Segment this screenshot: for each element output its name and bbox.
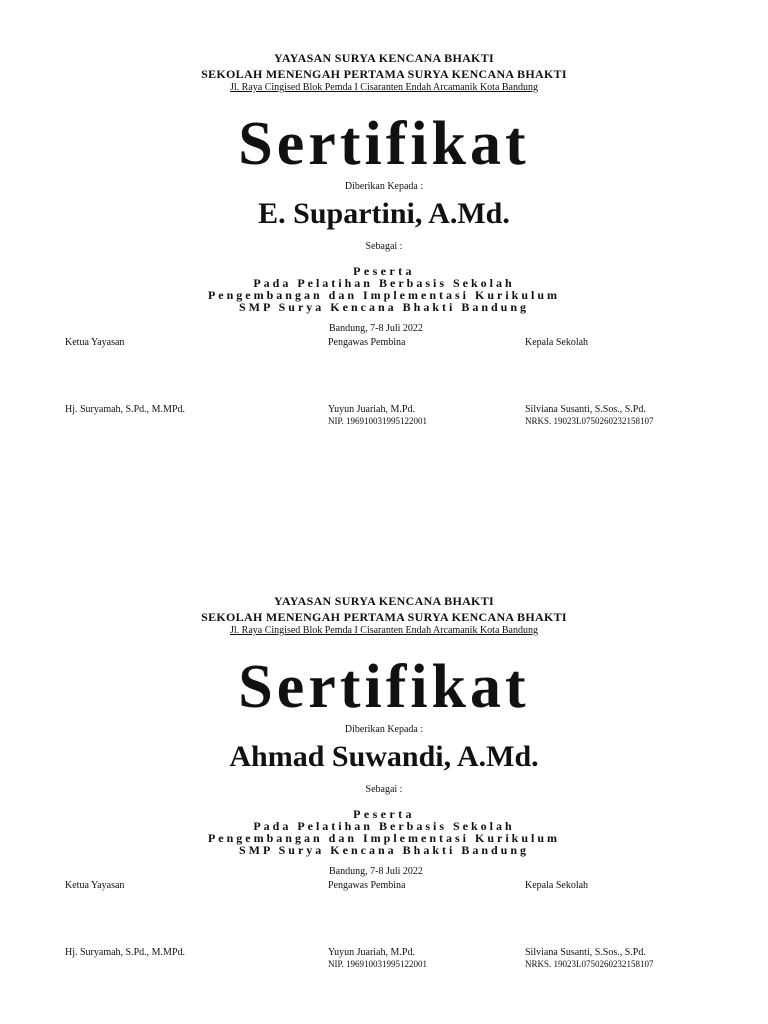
signatory-id: NIP. 196910031995122001 (328, 959, 428, 969)
as-label: Sebagai : (365, 784, 403, 795)
foundation-name: YAYASAN SURYA KENCANA BHAKTI (274, 594, 494, 608)
place-date: Bandung, 7-8 Juli 2022 (329, 866, 423, 877)
signatory-title: Ketua Yayasan (65, 880, 125, 891)
signatory-name: Yuyun Juariah, M.Pd. (328, 947, 415, 958)
event-line-3: SMP Surya Kencana Bhakti Bandung (238, 300, 530, 314)
recipient-name: Ahmad Suwandi, A.Md. (229, 740, 539, 773)
signatory-title: Kepala Sekolah (525, 880, 589, 891)
certificate-title: Sertifikat (238, 110, 530, 178)
signatory-name: Silviana Susanti, S.Sos., S.Pd. (525, 947, 646, 958)
signatory-id: NRKS. 19023L0750260232158107 (525, 416, 654, 426)
signatory-id: NIP. 196910031995122001 (328, 416, 428, 426)
signatory-title: Pengawas Pembina (328, 880, 406, 891)
event-line-1: Pada Pelatihan Berbasis Sekolah (253, 276, 515, 290)
school-name: SEKOLAH MENENGAH PERTAMA SURYA KENCANA BHAKTI (201, 610, 567, 624)
signatory-title: Pengawas Pembina (328, 337, 406, 348)
signatory-name: Silviana Susanti, S.Sos., S.Pd. (525, 404, 646, 415)
certificate-2 (0, 543, 768, 983)
participant-role: Peserta (353, 807, 415, 821)
certificate-title: Sertifikat (238, 653, 530, 721)
as-label: Sebagai : (365, 241, 403, 252)
school-name: SEKOLAH MENENGAH PERTAMA SURYA KENCANA BHAKTI (201, 67, 567, 81)
given-to-label: Diberikan Kepada : (344, 724, 424, 735)
signatory-id: NRKS. 19023L0750260232158107 (525, 959, 654, 969)
participant-role: Peserta (353, 264, 415, 278)
event-line-2: Pengembangan dan Implementasi Kurikulum (207, 831, 561, 845)
signatory-name: Yuyun Juariah, M.Pd. (328, 404, 415, 415)
school-address: Jl. Raya Cingised Blok Pemda I Cisaranten Endah Arcamanik Kota Bandung (230, 625, 538, 636)
certificate-1 (0, 0, 768, 440)
given-to-label: Diberikan Kepada : (344, 181, 424, 192)
recipient-name: E. Supartini, A.Md. (258, 197, 510, 230)
signatory-title: Ketua Yayasan (65, 337, 125, 348)
signatory-title: Kepala Sekolah (525, 337, 589, 348)
school-address: Jl. Raya Cingised Blok Pemda I Cisaranten Endah Arcamanik Kota Bandung (230, 82, 538, 93)
event-line-1: Pada Pelatihan Berbasis Sekolah (253, 819, 515, 833)
foundation-name: YAYASAN SURYA KENCANA BHAKTI (274, 51, 494, 65)
event-line-2: Pengembangan dan Implementasi Kurikulum (207, 288, 561, 302)
signatory-name: Hj. Suryamah, S.Pd., M.MPd. (65, 947, 186, 958)
event-line-3: SMP Surya Kencana Bhakti Bandung (238, 843, 530, 857)
signatory-name: Hj. Suryamah, S.Pd., M.MPd. (65, 404, 186, 415)
place-date: Bandung, 7-8 Juli 2022 (329, 323, 423, 334)
